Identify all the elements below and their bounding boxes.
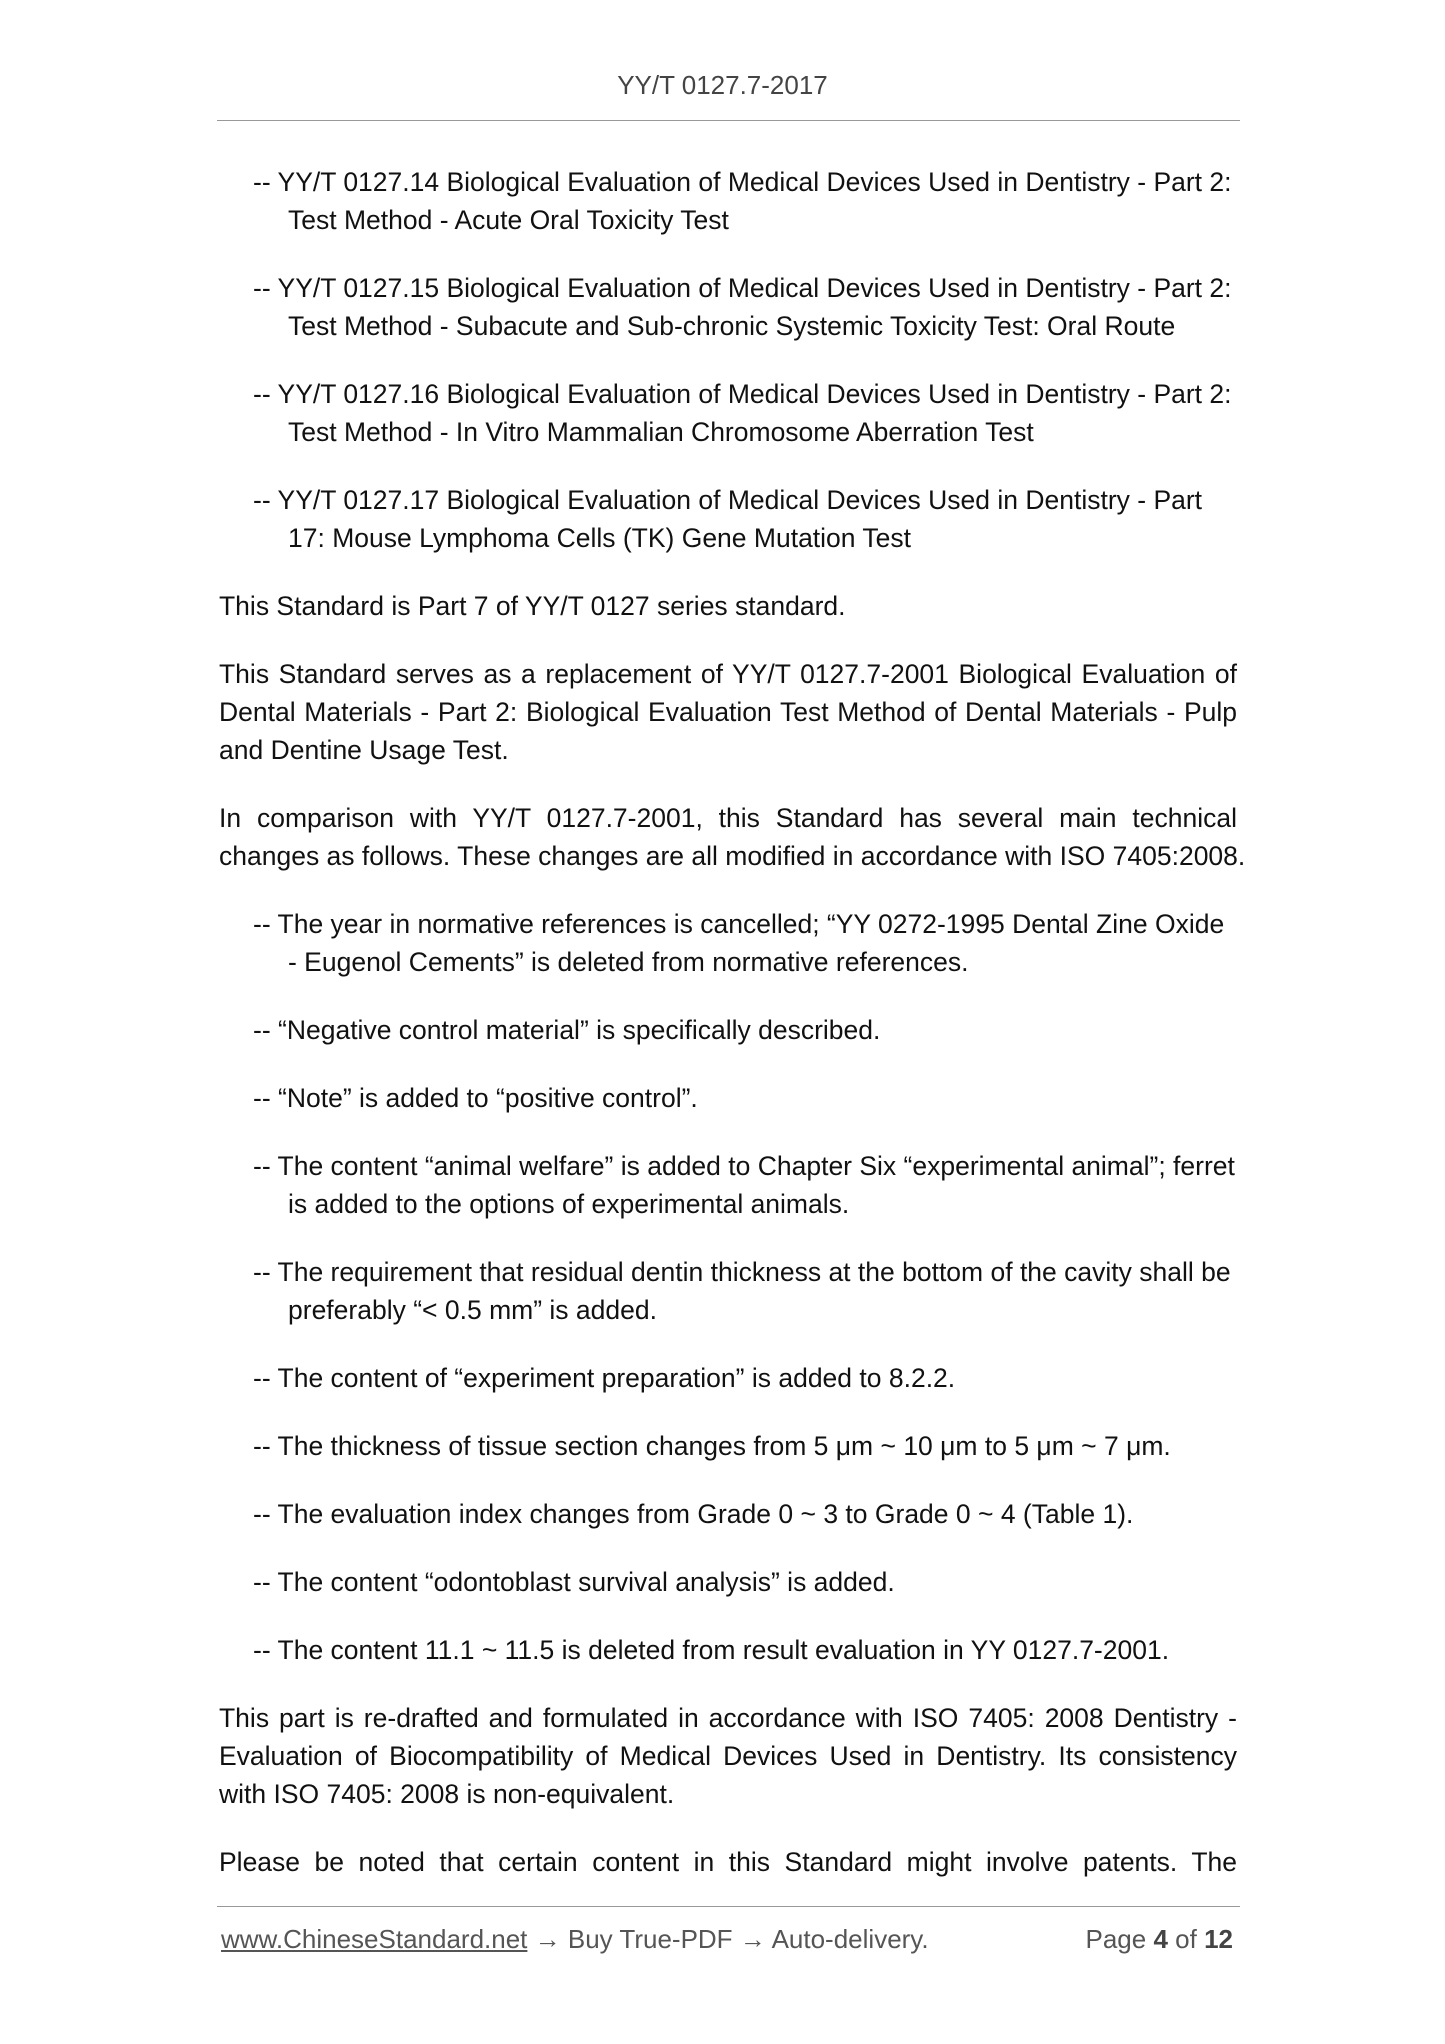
list-item: -- YY/T 0127.16 Biological Evaluation of Medical Devices Used in Dentistry - Part 2: Test Method - In Vitro Mammalian Chromosome Aberration Test — [253, 379, 1232, 447]
list-item: -- The year in normative references is cancelled; “YY 0272-1995 Dental Zine Oxide - Eugenol Cements” is deleted from normative references. — [253, 909, 1225, 977]
document-body — [219, 163, 1246, 1911]
list-item: -- The thickness of tissue section changes from 5 μm ~ 10 μm to 5 μm ~ 7 μm. — [253, 1431, 1171, 1461]
footer-tagline: → Buy True-PDF → Auto-delivery. — [527, 1924, 929, 1954]
list-item: -- YY/T 0127.17 Biological Evaluation of Medical Devices Used in Dentistry - Part 17: Mouse Lymphoma Cells (TK) Gene Mutation Test — [253, 485, 1203, 553]
page-number: 4 — [1153, 1924, 1168, 1954]
list-item: -- The content of “experiment preparation” is added to 8.2.2. — [253, 1363, 956, 1393]
list-item: -- The content 11.1 ~ 11.5 is deleted from result evaluation in YY 0127.7-2001. — [253, 1635, 1170, 1665]
list-item: -- The requirement that residual dentin thickness at the bottom of the cavity shall be preferably “< 0.5 mm” is added. — [253, 1257, 1231, 1325]
page-header: YY/T 0127.7-2017 — [617, 70, 828, 100]
paragraph — [219, 799, 1246, 875]
header-divider — [217, 120, 1240, 121]
list-item: -- The content “odontoblast survival analysis” is added. — [253, 1567, 895, 1597]
footer-promo — [221, 1924, 929, 1955]
page-footer — [221, 1924, 1233, 1964]
paragraph: This Standard is Part 7 of YY/T 0127 series standard. — [219, 591, 846, 621]
list-item: -- The evaluation index changes from Grade 0 ~ 3 to Grade 0 ~ 4 (Table 1). — [253, 1499, 1134, 1529]
page-label: Page — [1085, 1924, 1147, 1954]
page-total: 12 — [1204, 1924, 1233, 1954]
paragraph — [219, 1843, 1237, 1881]
list-item: -- The content “animal welfare” is added to Chapter Six “experimental animal”; ferret is added to the options of experimental animals. — [253, 1151, 1235, 1219]
footer-divider — [217, 1906, 1240, 1907]
list-item: -- YY/T 0127.15 Biological Evaluation of Medical Devices Used in Dentistry - Part 2: Test Method - Subacute and Sub-chronic Systemic Toxicity Test: Oral Route — [253, 273, 1232, 341]
paragraph: This Standard serves as a replacement of YY/T 0127.7-2001 Biological Evaluation of Dental Materials - Part 2: Biological Evaluation Test Method of Dental Materials - Pulp and Dentine Usage Test. — [219, 659, 1237, 765]
paragraph-line: changes as follows. These changes are all modified in accordance with ISO 7405:2008. — [219, 841, 1246, 871]
list-item: -- YY/T 0127.14 Biological Evaluation of Medical Devices Used in Dentistry - Part 2: Test Method - Acute Oral Toxicity Test — [253, 167, 1232, 235]
paragraph: This part is re-drafted and formulated in accordance with ISO 7405: 2008 Dentistry - Evaluation of Biocompatibility of Medical Devices Used in Dentistry. Its consistency with ISO 7405: 2008 is non-equivalent. — [219, 1703, 1237, 1809]
of-label: of — [1175, 1924, 1197, 1954]
website-link[interactable]: www.ChineseStandard.net — [221, 1924, 528, 1954]
page-indicator — [1085, 1924, 1233, 1955]
paragraph-line: In comparison with YY/T 0127.7-2001, this Standard has several main technical — [219, 803, 1237, 833]
list-item: -- “Negative control material” is specifically described. — [253, 1015, 881, 1045]
list-item: -- “Note” is added to “positive control”. — [253, 1083, 698, 1113]
paragraph-text: Please be noted that certain content in this Standard might involve patents. The — [219, 1847, 1237, 1877]
